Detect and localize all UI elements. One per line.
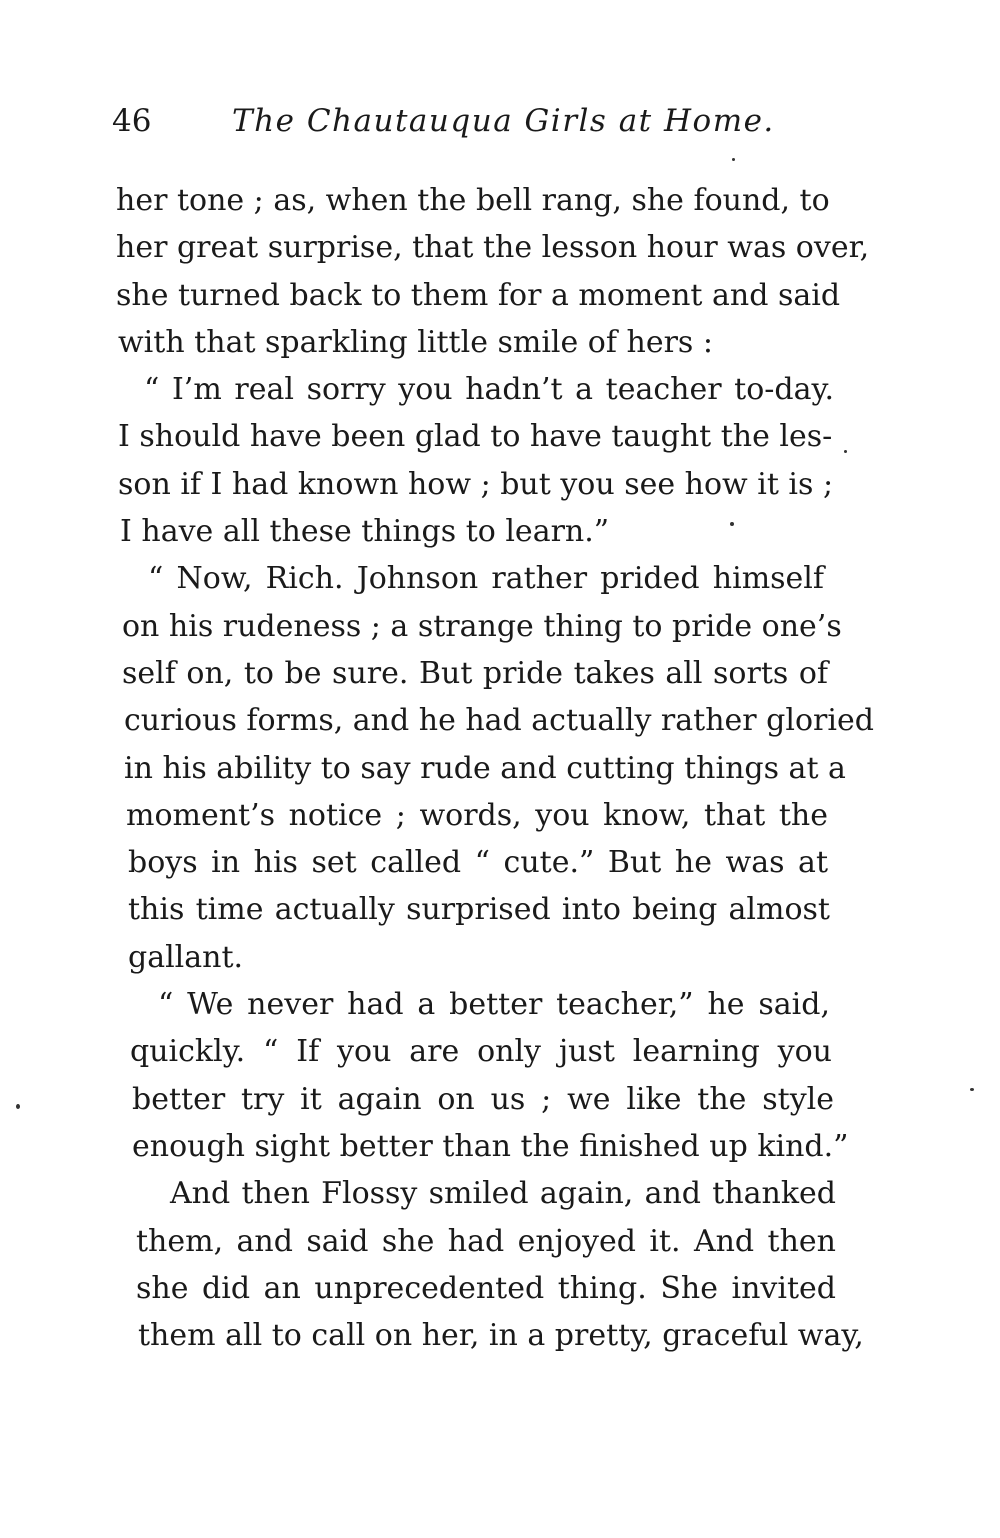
scan-speck	[730, 522, 734, 526]
text-line: boys in his set called “ cute.” But he was at	[128, 845, 828, 881]
text-line: quickly. “ If you are only just learning you	[130, 1034, 832, 1070]
text-line: self on, to be sure. But pride takes all sorts of	[122, 655, 828, 691]
scan-speck	[844, 450, 847, 453]
text-line: her tone ; as, when the bell rang, she found, to	[116, 183, 830, 218]
text-line: them, and said she had enjoyed it. And then	[136, 1223, 836, 1259]
text-line: them all to call on her, in a pretty, graceful way,	[138, 1318, 864, 1354]
scan-speck	[732, 158, 735, 161]
scan-speck	[16, 1104, 20, 1109]
text-line: her great surprise, that the lesson hour was over,	[116, 230, 870, 266]
text-line: in his ability to say rude and cutting things at a	[124, 750, 846, 786]
page-header	[112, 96, 832, 146]
text-line: this time actually surprised into being almost	[128, 892, 830, 928]
text-line: “ We never had a better teacher,” he said,	[158, 987, 830, 1023]
page-number: 46	[112, 103, 152, 139]
text-line: “ I’m real sorry you hadn’t a teacher to-day.	[144, 372, 834, 408]
text-line: I have all these things to learn.”	[120, 514, 610, 550]
text-line: And then Flossy smiled again, and thanked	[170, 1176, 836, 1212]
text-line: curious forms, and he had actually rather gloried	[124, 703, 874, 739]
body-text	[116, 177, 874, 1359]
text-line: son if I had known how ; but you see how it is ;	[118, 466, 834, 502]
text-line: moment’s notice ; words, you know, that the	[126, 797, 828, 833]
text-line: on his rudeness ; a strange thing to pride one’s	[122, 608, 842, 644]
text-line: better try it again on us ; we like the style	[132, 1081, 834, 1117]
text-line: she did an unprecedented thing. She invited	[136, 1270, 836, 1306]
text-line: she turned back to them for a moment and said	[116, 277, 841, 313]
text-line: enough sight better than the finished up kind.”	[132, 1128, 849, 1164]
text-line: with that sparkling little smile of hers :	[118, 324, 713, 360]
text-line: “ Now, Rich. Johnson rather prided himself	[148, 561, 824, 597]
text-line: gallant.	[128, 939, 244, 975]
scan-speck	[970, 1088, 974, 1091]
text-line: I should have been glad to have taught the les-	[118, 419, 833, 455]
running-title: The Chautauqua Girls at Home.	[232, 103, 775, 139]
